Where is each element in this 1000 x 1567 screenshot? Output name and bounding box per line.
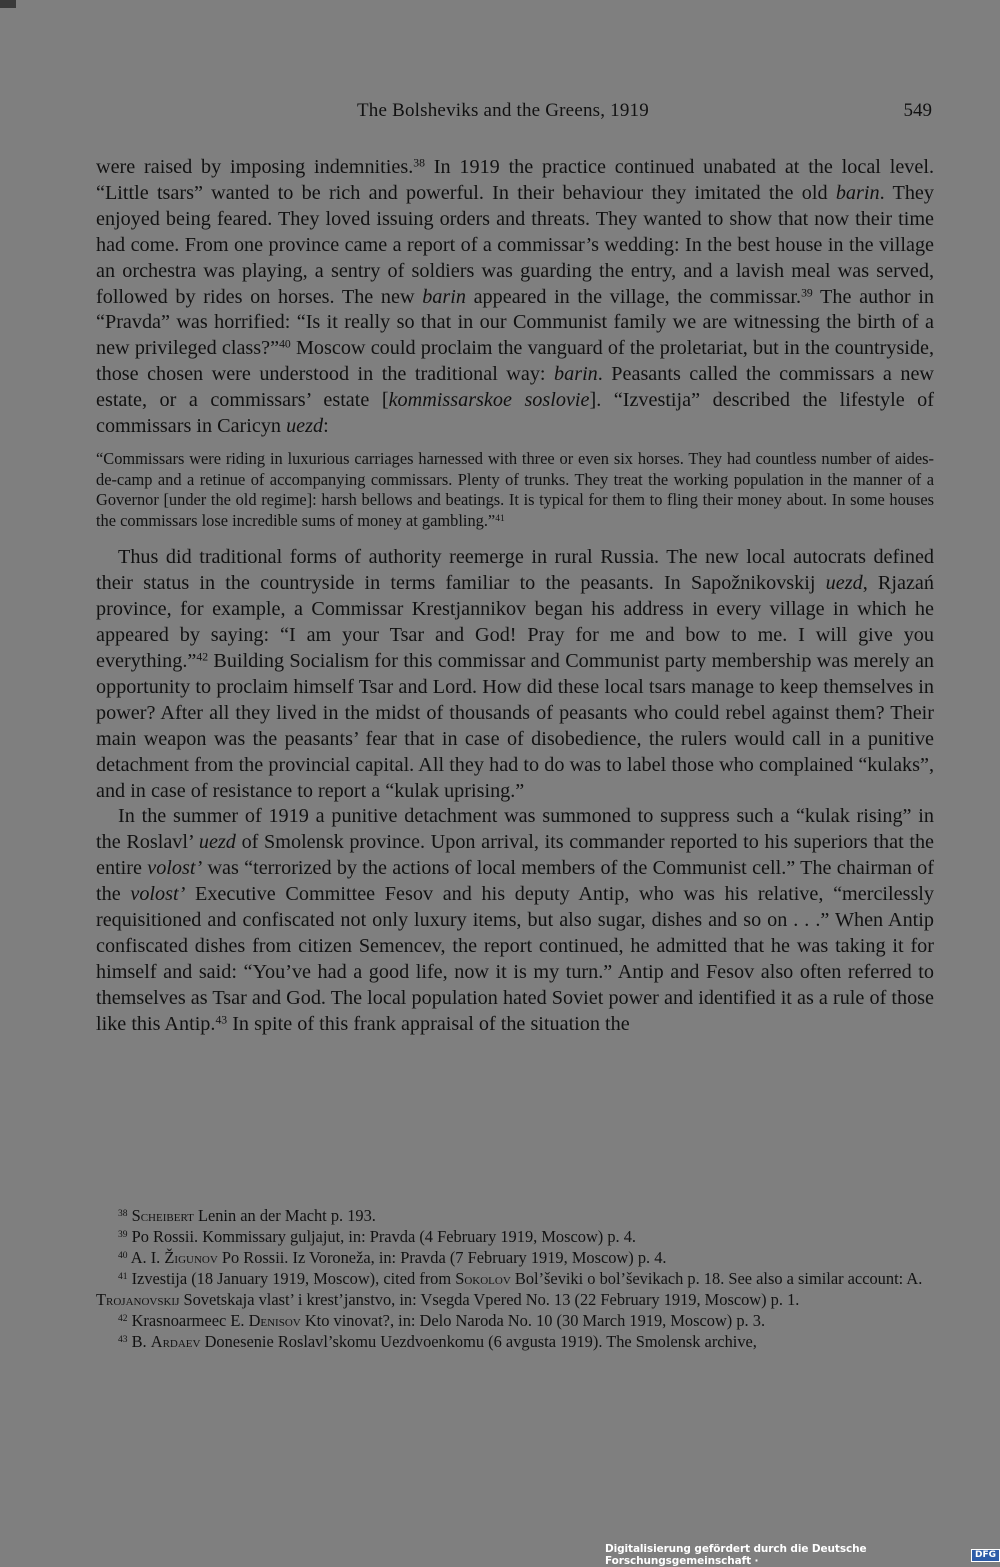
author-name: Scheibert (131, 1206, 194, 1225)
dfg-logo: DFG (971, 1549, 1000, 1562)
running-title: The Bolsheviks and the Greens, 1919 (357, 100, 649, 121)
text-run: Moscow could proclaim the vanguard of the proletariat, but in the countryside, those chosen were understood in the traditional way: (96, 337, 935, 386)
footnote-ref: 41 (495, 513, 505, 524)
funding-notice: Digitalisierung gefördert durch die Deutsche Forschungsgemeinschaft · (605, 1543, 867, 1567)
text-run: In spite of this frank appraisal of the situation the (227, 1012, 630, 1035)
running-head (0, 100, 932, 130)
text-run: A. I. (127, 1248, 165, 1267)
footnote-ref: 39 (801, 286, 813, 300)
author-name: Ardaev (150, 1332, 201, 1351)
text-run: Krasnoarmeec E. (127, 1311, 249, 1330)
block-quote (96, 449, 934, 531)
text-run: : (323, 415, 329, 438)
footnote-ref: 41 (118, 1271, 128, 1282)
text-run: . They enjoyed being feared. They loved issuing orders and threats. They wanted to show that now their time had come. From one province came a report of a commissar’s wedding: In the best house in the village an orchestra was playing, a sentry of soldiers was guarding the entry, and a lavish meal was served, followed by rides on horses. The new (96, 181, 934, 308)
text-run: In 1919 the practice continued unabated at the local level. “Little tsars” wanted to be rich and powerful. In their behaviour they imitated the old (96, 156, 934, 204)
footnote-ref: 42 (196, 650, 209, 664)
text-run: B. (127, 1332, 151, 1351)
italic-term: uezd (286, 415, 324, 438)
footnote-ref: 39 (118, 1229, 128, 1240)
text-run: Izvestija (18 January 1919, Moscow), cited from (127, 1269, 456, 1288)
text-run: appeared in the village, the commissar. (465, 285, 802, 308)
text-run: of Smolensk province. Upon arrival, its commander reported to his superiors that the entire (96, 831, 934, 880)
text-run: was “terrorized by the actions of local members of the Communist cell.” The chairman of the (96, 857, 934, 906)
footnotes (96, 1205, 938, 1352)
footnote-ref: 43 (118, 1334, 128, 1345)
footnote-ref: 42 (118, 1313, 128, 1324)
text-run: . Peasants called the commissars a new estate, or a commissars’ estate [ (96, 363, 934, 412)
text-run: Bol’ševiki o bol’ševikach p. 18. See also a similar account: A. (510, 1269, 923, 1288)
footnote (96, 1205, 938, 1226)
page-number: 549 (903, 100, 932, 121)
text-run: Kto vinovat?, in: Delo Naroda No. 10 (30 March 1919, Moscow) p. 3. (300, 1311, 766, 1330)
paragraph (96, 804, 934, 1037)
text-run: Thus did traditional forms of authority reemerge in rural Russia. The new local autocrats defined their status in the countryside in terms familiar to the peasants. In Sapožnikovskij (96, 546, 934, 595)
footnote-ref: 38 (413, 156, 425, 170)
footnote (96, 1310, 938, 1331)
italic-term: barin (835, 181, 880, 204)
italic-term: volost’ (130, 883, 186, 906)
scan-corner-mark (0, 0, 16, 8)
italic-term: barin (554, 363, 598, 386)
text-run: In the summer of 1919 a punitive detachment was summoned to suppress such a “kulak rising” in the Roslavl’ (96, 805, 934, 854)
text-run: Building Socialism for this commissar and Communist party membership was merely an opportunity to proclaim himself Tsar and Lord. How did these local tsars manage to keep themselves in power? After all they lived in the midst of thousands of peasants who could rebel against them? Their main weapon was the peasants’ fear that in case of disobedience, the rulers would call in a punitive detachment from the provincial capital. All they had to do was to label those who complained “kulaks”, and in case of resistance to report a “kulak uprising.” (96, 649, 934, 802)
italic-term: volost’ (147, 857, 203, 880)
footnote (96, 1226, 938, 1247)
text-run: Lenin an der Macht p. 193. (193, 1206, 376, 1225)
text-run: Po Rossii. Kommissary guljajut, in: Pravda (4 February 1919, Moscow) p. 4. (127, 1227, 637, 1246)
italic-term: uezd (198, 831, 236, 854)
author-name: Denisov (248, 1311, 301, 1330)
footnote (96, 1331, 938, 1352)
italic-term: barin (422, 285, 466, 308)
italic-term: uezd (825, 572, 863, 595)
paragraph (96, 155, 934, 440)
text-run: Sovetskaja vlast’ i krest’janstvo, in: Vsegda Vpered No. 13 (22 February 1919, Moscow) p. 1. (179, 1290, 800, 1309)
text-run: Po Rossii. Iz Voroneža, in: Pravda (7 February 1919, Moscow) p. 4. (217, 1248, 667, 1267)
author-name: Žigunov (164, 1248, 218, 1267)
italic-term: kommissarskoe soslovie (388, 389, 590, 412)
author-name: Trojanovskij (96, 1290, 180, 1309)
footnote (96, 1268, 938, 1310)
body-text (96, 155, 934, 1038)
text-run: “Commissars were riding in luxurious carriages harnessed with three or even six horses. They had countless number of aides-de-camp and a retinue of accompanying commissars. Plenty of trunks. They treat the working population in the manner of a Governor [under the old regime]: harsh bellows and beatings. It is typical for them to fling their money about. In some houses the commissars lose incredible sums of money at gambling.” (96, 448, 934, 530)
footnote-ref: 38 (118, 1208, 128, 1219)
author-name: Sokolov (455, 1269, 511, 1288)
text-run: , Rjazań province, for example, a Commissar Krestjannikov began his address in every village in which he appeared by saying: “I am your Tsar and God! Pray for me and bow to me. I will give you everything.” (96, 572, 934, 672)
footnote-ref: 40 (279, 337, 291, 351)
footnote-ref: 43 (215, 1013, 228, 1027)
text-run: ]. “Izvestija” described the lifestyle of commissars in Caricyn (96, 389, 934, 438)
digitization-footer (605, 1543, 1000, 1567)
footnote-ref: 40 (118, 1250, 128, 1261)
text-run: Executive Committee Fesov and his deputy Antip, who was his relative, “mercilessly requisitioned and confiscated not only luxury items, but also sugar, dishes and so on . . .” When Antip confiscated dishes from citizen Semencev, the report continued, he admitted that he was taking it for himself and said: “You’ve had a good life, now it is my turn.” Antip and Fesov also often referred to themselves as Tsar and God. The local population hated Soviet power and identified it as a rule of those like this Antip. (96, 883, 934, 1035)
text-run: were raised by imposing indemnities. (96, 156, 414, 178)
text-run: The author in “Pravda” was horrified: “Is it really so that in our Communist family we are witnessing the birth of a new privileged class?” (96, 285, 934, 360)
text-run: Donesenie Roslavl’skomu Uezdvoenkomu (6 avgusta 1919). The Smolensk archive, (200, 1332, 757, 1351)
footnote (96, 1247, 938, 1268)
paragraph (96, 545, 934, 804)
